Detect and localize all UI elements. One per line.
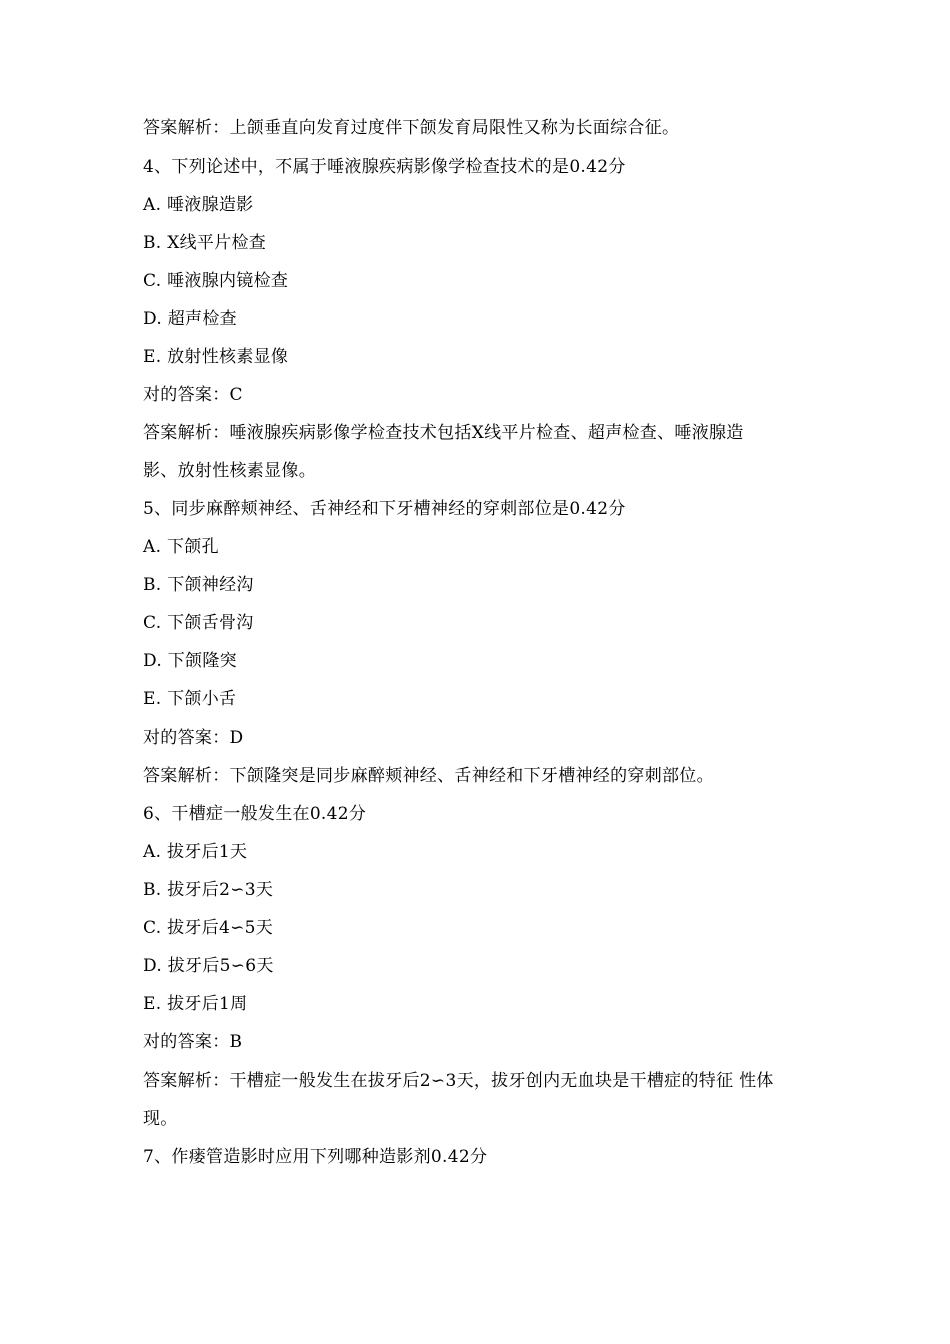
option-q6-b: B. 拔牙后2∽3天 <box>143 880 274 900</box>
explanation-q6-cont: 现。 <box>143 1109 178 1129</box>
option-q4-c: C. 唾液腺内镜检查 <box>143 271 289 291</box>
option-q4-e: E. 放射性核素显像 <box>143 347 289 367</box>
option-q6-c: C. 拔牙后4∽5天 <box>143 918 274 938</box>
explanation-q6: 答案解析：干槽症一般发生在拔牙后2∽3天，拔牙创内无血块是干槽症的特征 性体 <box>143 1071 774 1091</box>
option-q5-d: D. 下颌隆突 <box>143 651 237 671</box>
option-q4-b: B. X线平片检查 <box>143 233 267 253</box>
option-q5-a: A. 下颌孔 <box>143 537 219 557</box>
answer-q5: 对的答案：D <box>143 728 244 748</box>
answer-q4: 对的答案：C <box>143 385 243 405</box>
option-q5-b: B. 下颌神经沟 <box>143 575 254 595</box>
explanation-q3: 答案解析：上颌垂直向发育过度伴下颌发育局限性又称为长面综合征。 <box>143 118 680 138</box>
option-q5-e: E. 下颌小舌 <box>143 689 237 709</box>
question-5: 5、同步麻醉颊神经、舌神经和下牙槽神经的穿刺部位是0.42分 <box>143 499 626 519</box>
option-q4-a: A. 唾液腺造影 <box>143 195 254 215</box>
option-q6-e: E. 拔牙后1周 <box>143 994 248 1014</box>
option-q6-a: A. 拔牙后1天 <box>143 842 248 862</box>
question-4: 4、下列论述中，不属于唾液腺疾病影像学检查技术的是0.42分 <box>143 157 626 177</box>
explanation-q5: 答案解析：下颌隆突是同步麻醉颊神经、舌神经和下牙槽神经的穿刺部位。 <box>143 766 714 786</box>
question-6: 6、干槽症一般发生在0.42分 <box>143 804 367 824</box>
option-q4-d: D. 超声检查 <box>143 309 237 329</box>
explanation-q4: 答案解析：唾液腺疾病影像学检查技术包括X线平片检查、超声检查、唾液腺造 <box>143 423 744 443</box>
answer-q6: 对的答案：B <box>143 1032 243 1052</box>
option-q6-d: D. 拔牙后5∽6天 <box>143 956 274 976</box>
option-q5-c: C. 下颌舌骨沟 <box>143 613 254 633</box>
explanation-q4-cont: 影、放射性核素显像。 <box>143 461 316 481</box>
question-7: 7、作瘘管造影时应用下列哪种造影剂0.42分 <box>143 1147 488 1167</box>
